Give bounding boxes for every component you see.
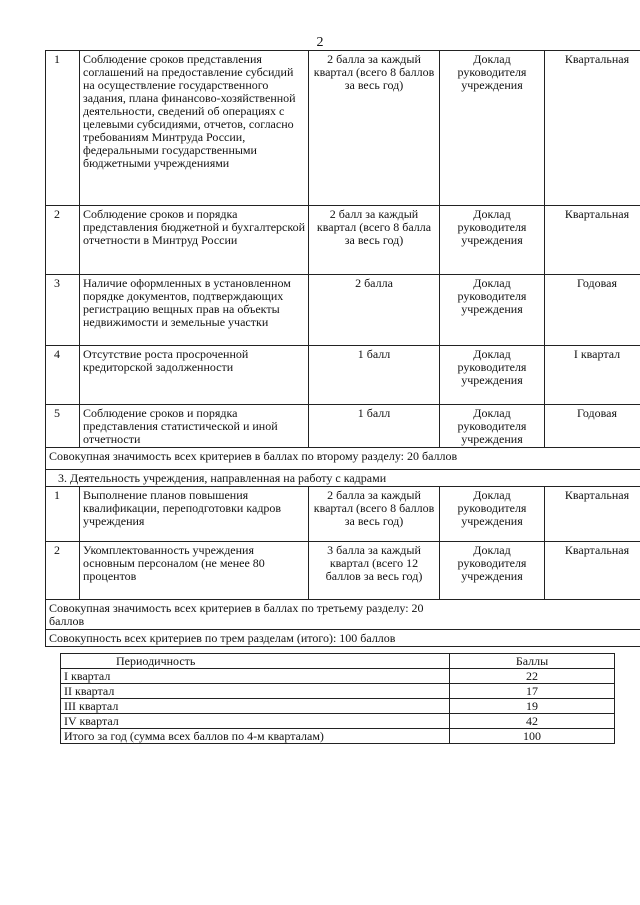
period-cell: Годовая <box>545 275 640 346</box>
criterion-cell: Выполнение планов повышения квалификации, переподготовки кадров учреждения <box>80 487 309 542</box>
summary-points: 22 <box>450 669 615 684</box>
criterion-cell: Наличие оформленных в установленном порядке документов, подтверждающих регистрацию вещных прав на объекты недвижимости и земельные участки <box>80 275 309 346</box>
table-row <box>46 206 640 275</box>
period-cell: I квартал <box>545 346 640 405</box>
summary-points: 42 <box>450 714 615 729</box>
period-cell: Квартальная <box>545 487 640 542</box>
source-cell: Доклад руководителя учреждения <box>440 542 545 600</box>
summary-row <box>61 684 615 699</box>
section3-total <box>46 600 640 630</box>
summary-table <box>60 653 615 744</box>
points-cell: 2 балла за каждый квартал (всего 8 баллов за весь год) <box>309 487 440 542</box>
summary-period: III квартал <box>61 699 450 714</box>
row-number: 3 <box>46 275 80 346</box>
points-cell: 2 балл за каждый квартал (всего 8 балла за весь год) <box>309 206 440 275</box>
section3-title: 3. Деятельность учреждения, направленная на работу с кадрами <box>46 470 640 487</box>
section-total-row <box>46 448 640 470</box>
row-number: 1 <box>46 51 80 206</box>
row-number: 2 <box>46 206 80 275</box>
row-number: 2 <box>46 542 80 600</box>
table-row <box>46 405 640 448</box>
row-number: 1 <box>46 487 80 542</box>
criterion-cell: Укомплектованность учреждения основным персоналом (не менее 80 процентов <box>80 542 309 600</box>
period-cell: Годовая <box>545 405 640 448</box>
section-total-row <box>46 600 640 630</box>
criterion-cell: Соблюдение сроков и порядка представления бюджетной и бухгалтерской отчетности в Минтруд России <box>80 206 309 275</box>
summary-period: II квартал <box>61 684 450 699</box>
points-cell: 3 балла за каждый квартал (всего 12 баллов за весь год) <box>309 542 440 600</box>
table-row <box>46 346 640 405</box>
grand-total: Совокупность всех критериев по трем разделам (итого): 100 баллов <box>46 630 640 647</box>
row-number: 5 <box>46 405 80 448</box>
source-cell: Доклад руководителя учреждения <box>440 487 545 542</box>
summary-points: 17 <box>450 684 615 699</box>
summary-points: 100 <box>450 729 615 744</box>
criterion-cell: Соблюдение сроков и порядка представления статистической и иной отчетности <box>80 405 309 448</box>
period-cell: Квартальная <box>545 542 640 600</box>
grand-total-row <box>46 630 640 647</box>
source-cell: Доклад руководителя учреждения <box>440 206 545 275</box>
summary-row <box>61 729 615 744</box>
points-cell: 2 балла <box>309 275 440 346</box>
criterion-cell: Соблюдение сроков представления соглашений на предоставление субсидий на осуществление государственного задания, плана финансово-хозяйственной деятельности, сведений об операциях с целевыми субсидиями, отчетов, согласно требованиям Минтруда России, федеральными государственными бюджетными учреждениями <box>80 51 309 206</box>
table-row <box>46 51 640 206</box>
table-row <box>46 542 640 600</box>
table-row <box>46 487 640 542</box>
period-cell: Квартальная <box>545 206 640 275</box>
section2-total: Совокупная значимость всех критериев в баллах по второму разделу: 20 баллов <box>46 448 640 470</box>
criterion-cell: Отсутствие роста просроченной кредиторской задолженности <box>80 346 309 405</box>
summary-row <box>61 714 615 729</box>
row-number: 4 <box>46 346 80 405</box>
source-cell: Доклад руководителя учреждения <box>440 51 545 206</box>
points-cell: 1 балл <box>309 346 440 405</box>
summary-row <box>61 669 615 684</box>
period-cell: Квартальная <box>545 51 640 206</box>
section3-total-text: Совокупная значимость всех критериев в баллах по третьему разделу: 20 баллов <box>49 601 424 628</box>
criteria-table <box>45 50 640 647</box>
page-number: 2 <box>316 35 324 50</box>
summary-row <box>61 699 615 714</box>
points-cell: 1 балл <box>309 405 440 448</box>
source-cell: Доклад руководителя учреждения <box>440 405 545 448</box>
summary-period: Итого за год (сумма всех баллов по 4-м кварталам) <box>61 729 450 744</box>
summary-header-points: Баллы <box>450 654 615 669</box>
table-row <box>46 275 640 346</box>
summary-header-row <box>61 654 615 669</box>
section-title-row <box>46 470 640 487</box>
summary-period: I квартал <box>61 669 450 684</box>
source-cell: Доклад руководителя учреждения <box>440 346 545 405</box>
summary-points: 19 <box>450 699 615 714</box>
summary-period: IV квартал <box>61 714 450 729</box>
summary-header-period: Периодичность <box>61 654 450 669</box>
points-cell: 2 балла за каждый квартал (всего 8 баллов за весь год) <box>309 51 440 206</box>
source-cell: Доклад руководителя учреждения <box>440 275 545 346</box>
